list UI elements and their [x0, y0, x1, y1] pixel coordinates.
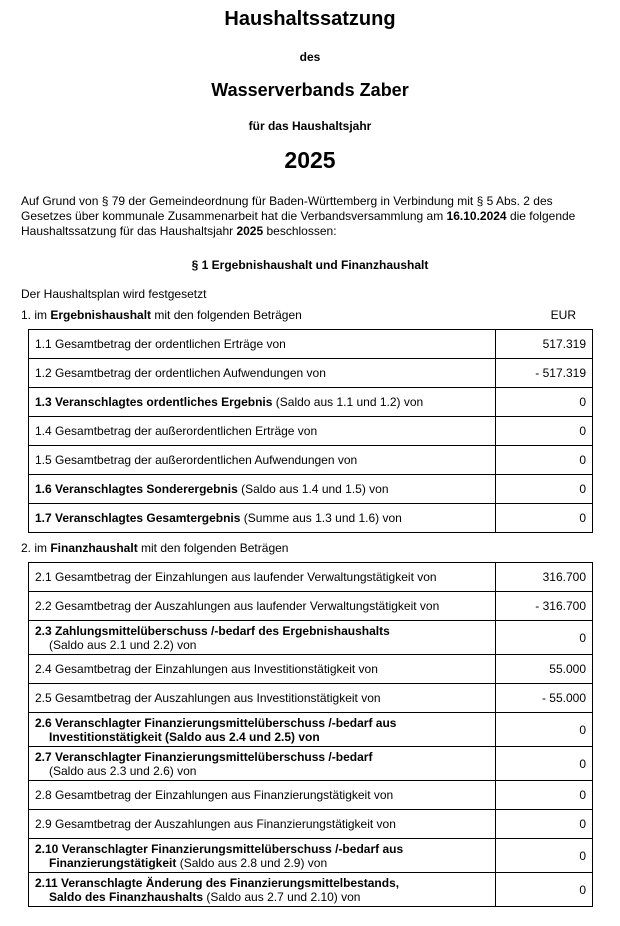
row-label: 2.8 Gesamtbetrag der Einzahlungen aus Finanzierungstätigkeit von — [29, 781, 496, 810]
table-row — [29, 359, 593, 388]
currency-label: EUR — [550, 308, 576, 322]
table-row — [29, 713, 593, 747]
table-row — [29, 810, 593, 839]
table-row — [29, 781, 593, 810]
table-row — [29, 747, 593, 781]
row-label: 2.3 Zahlungsmittelüberschuss /-bedarf des Ergebnishaushalts (Saldo aus 2.1 und 2.2) von — [29, 621, 496, 655]
part1-heading: 1. im Ergebnishaushalt mit den folgenden Beträgen — [21, 308, 302, 322]
des-line: des — [299, 50, 321, 64]
table-row — [29, 504, 593, 533]
row-value: 0 — [496, 504, 593, 533]
section-title: § 1 Ergebnishaushalt und Finanzhaushalt — [191, 258, 429, 272]
row-value: - 316.700 — [496, 592, 593, 621]
row-value: 0 — [496, 781, 593, 810]
budget-year: 2025 — [284, 147, 336, 173]
ergebnishaushalt-table — [28, 329, 593, 533]
table-row — [29, 684, 593, 713]
table-row — [29, 655, 593, 684]
row-value: 0 — [496, 475, 593, 504]
row-label: 1.5 Gesamtbetrag der außerordentlichen Aufwendungen von — [29, 446, 496, 475]
table-row — [29, 330, 593, 359]
table-row — [29, 417, 593, 446]
row-label: 2.4 Gesamtbetrag der Einzahlungen aus Investitionstätigkeit von — [29, 655, 496, 684]
row-value: 55.000 — [496, 655, 593, 684]
row-label: 2.7 Veranschlagter Finanzierungsmittelüberschuss /-bedarf (Saldo aus 2.3 und 2.6) von — [29, 747, 496, 781]
intro-paragraph: Auf Grund von § 79 der Gemeindeordnung für Baden-Württemberg in Verbindung mit § 5 Abs. 2 des Gesetzes über kommunale Zusammenarbeit hat die Verbandsversammlung am 16.10.2024 die folgende Haushaltssatzung für das Haushaltsjahr 2025 beschlossen: — [21, 194, 576, 238]
row-value: 0 — [496, 713, 593, 747]
row-label: 2.5 Gesamtbetrag der Auszahlungen aus Investitionstätigkeit von — [29, 684, 496, 713]
row-label: 1.7 Veranschlagtes Gesamtergebnis (Summe aus 1.3 und 1.6) von — [29, 504, 496, 533]
organization-name: Wasserverbands Zaber — [211, 80, 409, 100]
for-year-label: für das Haushaltsjahr — [248, 119, 372, 133]
row-value: 0 — [496, 446, 593, 475]
meeting-date: 16.10.2024 — [446, 209, 507, 223]
row-value: 0 — [496, 388, 593, 417]
plan-text: Der Haushaltsplan wird festgesetzt — [21, 287, 207, 301]
row-label: 2.9 Gesamtbetrag der Auszahlungen aus Finanzierungstätigkeit von — [29, 810, 496, 839]
row-value: 0 — [496, 839, 593, 873]
table-row — [29, 563, 593, 592]
table-row — [29, 839, 593, 873]
row-label: 2.6 Veranschlagter Finanzierungsmittelüberschuss /-bedarf aus Investitionstätigkeit (Saldo aus 2.4 und 2.5) von — [29, 713, 496, 747]
table-row — [29, 388, 593, 417]
row-value: 0 — [496, 621, 593, 655]
row-label: 1.2 Gesamtbetrag der ordentlichen Aufwendungen von — [29, 359, 496, 388]
row-value: 0 — [496, 873, 593, 907]
table-row — [29, 446, 593, 475]
row-label: 1.3 Veranschlagtes ordentliches Ergebnis (Saldo aus 1.1 und 1.2) von — [29, 388, 496, 417]
part2-heading: 2. im Finanzhaushalt mit den folgenden Beträgen — [21, 541, 289, 555]
table-row — [29, 592, 593, 621]
row-label: 2.11 Veranschlagte Änderung des Finanzierungsmittelbestands, Saldo des Finanzhaushalts (Saldo aus 2.7 und 2.10) von — [29, 873, 496, 907]
finanzhaushalt-table — [28, 562, 593, 907]
row-value: 0 — [496, 417, 593, 446]
row-value: 0 — [496, 747, 593, 781]
row-value: 0 — [496, 810, 593, 839]
table-row — [29, 475, 593, 504]
row-value: 316.700 — [496, 563, 593, 592]
row-label: 2.2 Gesamtbetrag der Auszahlungen aus laufender Verwaltungstätigkeit von — [29, 592, 496, 621]
row-label: 1.6 Veranschlagtes Sonderergebnis (Saldo aus 1.4 und 1.5) von — [29, 475, 496, 504]
row-value: - 517.319 — [496, 359, 593, 388]
table-row — [29, 621, 593, 655]
row-label: 1.4 Gesamtbetrag der außerordentlichen Erträge von — [29, 417, 496, 446]
row-value: 517.319 — [496, 330, 593, 359]
row-label: 2.10 Veranschlagter Finanzierungsmittelüberschuss /-bedarf aus Finanzierungstätigkeit (Saldo aus 2.8 und 2.9) von — [29, 839, 496, 873]
document-title: Haushaltssatzung — [224, 8, 396, 30]
row-value: - 55.000 — [496, 684, 593, 713]
table-row — [29, 873, 593, 907]
row-label: 1.1 Gesamtbetrag der ordentlichen Erträge von — [29, 330, 496, 359]
row-label: 2.1 Gesamtbetrag der Einzahlungen aus laufender Verwaltungstätigkeit von — [29, 563, 496, 592]
intro-year: 2025 — [236, 224, 264, 238]
